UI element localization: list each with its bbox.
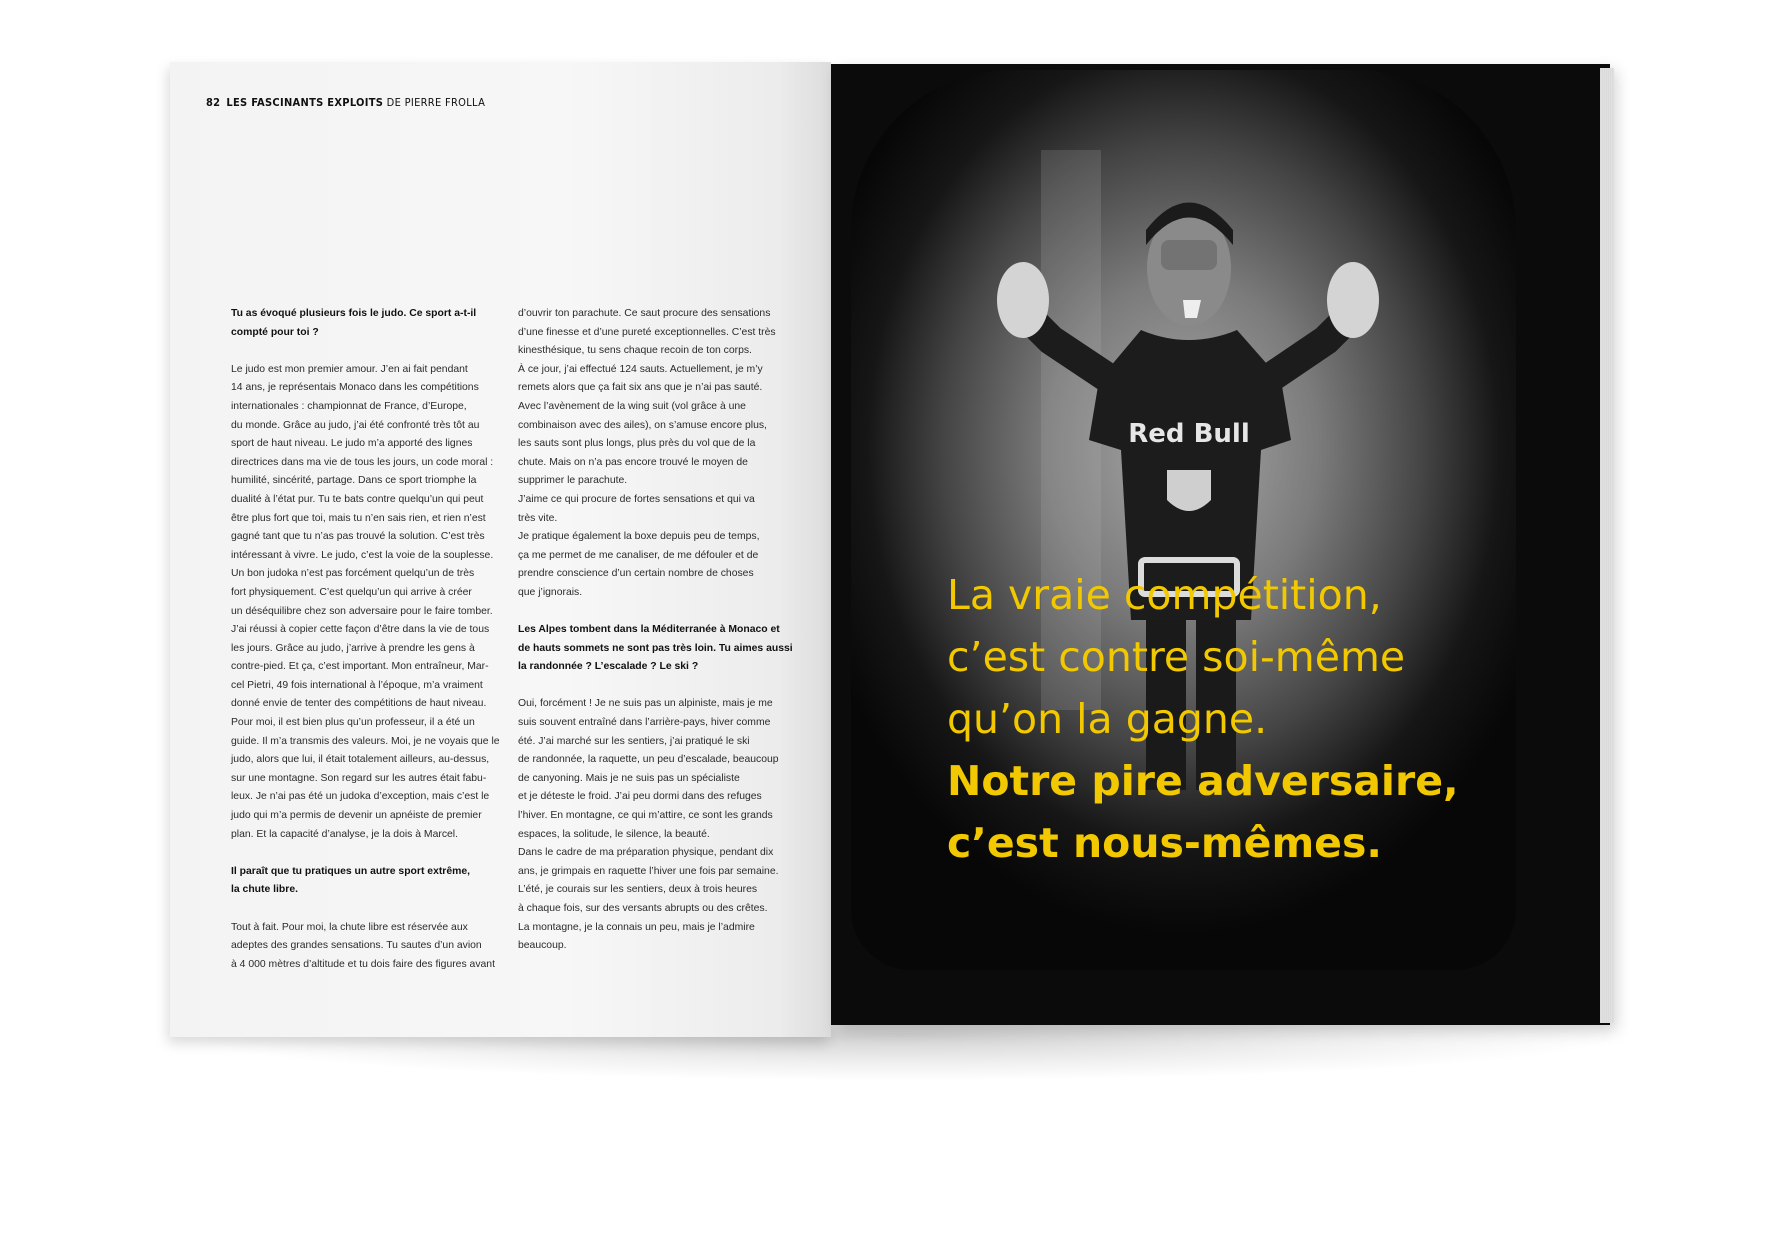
- text-line: internationales : championnat de France, d’Europe,: [231, 400, 467, 412]
- wetsuit-logo-text: Red Bull: [1128, 419, 1250, 449]
- text-line: espaces, la solitude, le silence, la beauté.: [518, 828, 710, 840]
- text-line: d’ouvrir ton parachute. Ce saut procure des sensations: [518, 308, 771, 319]
- text-line: cel Pietri, 49 fois international à l’époque, m’a vraiment: [231, 679, 483, 691]
- text-line: donné envie de tenter des compétitions de haut niveau.: [231, 698, 487, 710]
- text-line: combinaison avec des ailes), on s’amuse encore plus,: [518, 419, 767, 431]
- text-line: compté pour toi ?: [231, 326, 319, 338]
- text-line: de randonnée, la raquette, un peu d’escalade, beaucoup: [518, 754, 779, 766]
- page-edges: [1600, 68, 1614, 1023]
- text-line: la randonnée ? L’escalade ? Le ski ?: [518, 661, 699, 673]
- quote-line: c’est contre soi-même: [947, 633, 1406, 681]
- text-line: Un bon judoka n’est pas forcément quelqu’un de très: [231, 568, 475, 580]
- text-line: Le judo est mon premier amour. J’en ai fait pendant: [231, 363, 468, 375]
- text-line: été. J’ai marché sur les sentiers, j’ai pratiqué le ski: [518, 735, 750, 747]
- text-line: La montagne, je la connais un peu, mais je l’admire: [518, 921, 755, 933]
- text-line: à 4 000 mètres d’altitude et tu dois faire des figures avant: [231, 958, 495, 970]
- question-judo: [231, 305, 496, 342]
- pull-quote: [947, 564, 1587, 874]
- text-line: leux. Je n’ai pas été un judoka d’exception, mais c’est le: [231, 791, 490, 803]
- text-line: prendre conscience d’un certain nombre de choses: [518, 568, 754, 580]
- text-line: À ce jour, j’ai effectué 124 sauts. Actuellement, je m’y: [518, 363, 763, 375]
- quote-line-bold: Notre pire adversaire,: [947, 757, 1459, 805]
- text-line: J’aime ce qui procure de fortes sensations et qui va: [518, 493, 755, 505]
- quote-line-bold: c’est nous-mêmes.: [947, 819, 1382, 867]
- text-line: Tu as évoqué plusieurs fois le judo. Ce sport a-t-il: [231, 308, 477, 319]
- text-line: sur une montagne. Son regard sur les autres était fabu-: [231, 772, 487, 784]
- text-column-2: [518, 305, 793, 956]
- text-line: très vite.: [518, 512, 558, 524]
- text-line: beaucoup.: [518, 940, 567, 952]
- running-head: [206, 96, 485, 109]
- text-line: ça me permet de me canaliser, de me défouler et de: [518, 549, 759, 561]
- text-line: gagné tant que tu n’as pas trouvé la solution. C’est très: [231, 531, 485, 543]
- text-line: judo qui m’a permis de devenir un apnéiste de premier: [231, 810, 482, 822]
- text-line: à chaque fois, sur des versants abrupts ou des crêtes.: [518, 903, 768, 914]
- text-line: contre-pied. Et ça, c’est important. Mon entraîneur, Mar-: [231, 661, 489, 673]
- text-line: J’ai réussi à copier cette façon d’être dans la vie de tous: [231, 624, 490, 636]
- answer-chute-libre-continued: [518, 305, 783, 603]
- text-line: un déséquilibre chez son adversaire pour le faire tomber.: [231, 605, 493, 617]
- text-line: Tout à fait. Pour moi, la chute libre est réservée aux: [231, 921, 468, 933]
- text-line: Je pratique également la boxe depuis peu de temps,: [518, 531, 760, 543]
- text-line: fort physiquement. C’est quelqu’un qui arrive à créer: [231, 586, 472, 598]
- text-line: remets alors que ça fait six ans que je n’ai pas sauté.: [518, 382, 763, 394]
- text-line: dualité à l’état pur. Tu te bats contre quelqu’un qui peut: [231, 493, 484, 505]
- text-line: et je déteste le froid. J’ai peu dormi dans des refuges: [518, 791, 762, 803]
- text-line: intéressant à vivre. Le judo, c’est la voie de la souplesse.: [231, 549, 494, 561]
- text-line: supprimer le parachute.: [518, 475, 628, 487]
- answer-judo: [231, 361, 500, 844]
- text-line: la chute libre.: [231, 884, 298, 896]
- text-line: humilité, sincérité, partage. Dans ce sport triomphe la: [231, 475, 477, 487]
- text-line: Avec l’avènement de la wing suit (vol grâce à une: [518, 400, 746, 412]
- answer-chute-libre: [231, 919, 496, 975]
- text-line: être plus fort que toi, mais tu n’en sais rien, et rien n’est: [231, 512, 486, 524]
- text-line: ans, je grimpais en raquette l’hiver une fois par semaine.: [518, 865, 779, 877]
- page-number: 82: [206, 96, 221, 109]
- text-line: adeptes des grandes sensations. Tu sautes d’un avion: [231, 940, 482, 952]
- text-line: 14 ans, je représentais Monaco dans les compétitions: [231, 382, 479, 394]
- text-line: Les Alpes tombent dans la Méditerranée à Monaco et: [518, 624, 780, 636]
- text-line: d’une finesse et d’une pureté exceptionnelles. C’est très: [518, 326, 776, 338]
- running-head-title-bold: LES FASCINANTS EXPLOITS: [226, 96, 384, 109]
- text-column-1: [231, 305, 500, 974]
- open-book: [170, 62, 1610, 1037]
- right-page: [831, 64, 1610, 1025]
- text-line: Pour moi, il est bien plus qu’un professeur, il a été un: [231, 717, 475, 729]
- text-line: Dans le cadre de ma préparation physique, pendant dix: [518, 847, 774, 859]
- text-line: les jours. Grâce au judo, j’arrive à prendre les gens à: [231, 642, 475, 654]
- text-line: directrices dans ma vie de tous les jours, un code moral :: [231, 456, 494, 468]
- quote-line: La vraie compétition,: [947, 571, 1382, 619]
- text-line: les sauts sont plus longs, plus près du vol que de la: [518, 438, 756, 450]
- text-line: Oui, forcément ! Je ne suis pas un alpiniste, mais je me: [518, 698, 773, 710]
- text-line: chute. Mais on n’a pas encore trouvé le moyen de: [518, 456, 748, 468]
- question-montagne: [518, 621, 793, 677]
- text-line: suis souvent entraîné dans l’arrière-pays, hiver comme: [518, 717, 771, 729]
- text-line: sport de haut niveau. Le judo m’a apporté des lignes: [231, 438, 473, 450]
- text-line: que j’ignorais.: [518, 586, 583, 598]
- text-line: plan. Et la capacité d’analyse, je la dois à Marcel.: [231, 828, 458, 840]
- text-line: du monde. Grâce au judo, j’ai été confronté très tôt au: [231, 419, 480, 431]
- text-line: l’hiver. En montagne, ce qui m’attire, ce sont les grands: [518, 810, 773, 822]
- text-line: de canyoning. Mais je ne suis pas un spécialiste: [518, 772, 740, 784]
- answer-montagne: [518, 695, 783, 955]
- text-line: kinesthésique, tu sens chaque recoin de ton corps.: [518, 345, 752, 357]
- quote-line: qu’on la gagne.: [947, 695, 1268, 743]
- text-line: de hauts sommets ne sont pas très loin. Tu aimes aussi: [518, 642, 793, 654]
- running-head-title-rest: DE PIERRE FROLLA: [386, 96, 486, 109]
- text-line: judo, alors que lui, il était totalement ailleurs, au-dessus,: [231, 754, 490, 766]
- question-chute-libre: [231, 863, 496, 900]
- text-line: L’été, je courais sur les sentiers, deux à trois heures: [518, 884, 758, 896]
- text-line: guide. Il m’a transmis des valeurs. Moi, je ne voyais que le: [231, 735, 500, 747]
- left-page: [170, 62, 831, 1037]
- text-line: Il paraît que tu pratiques un autre sport extrême,: [231, 865, 471, 877]
